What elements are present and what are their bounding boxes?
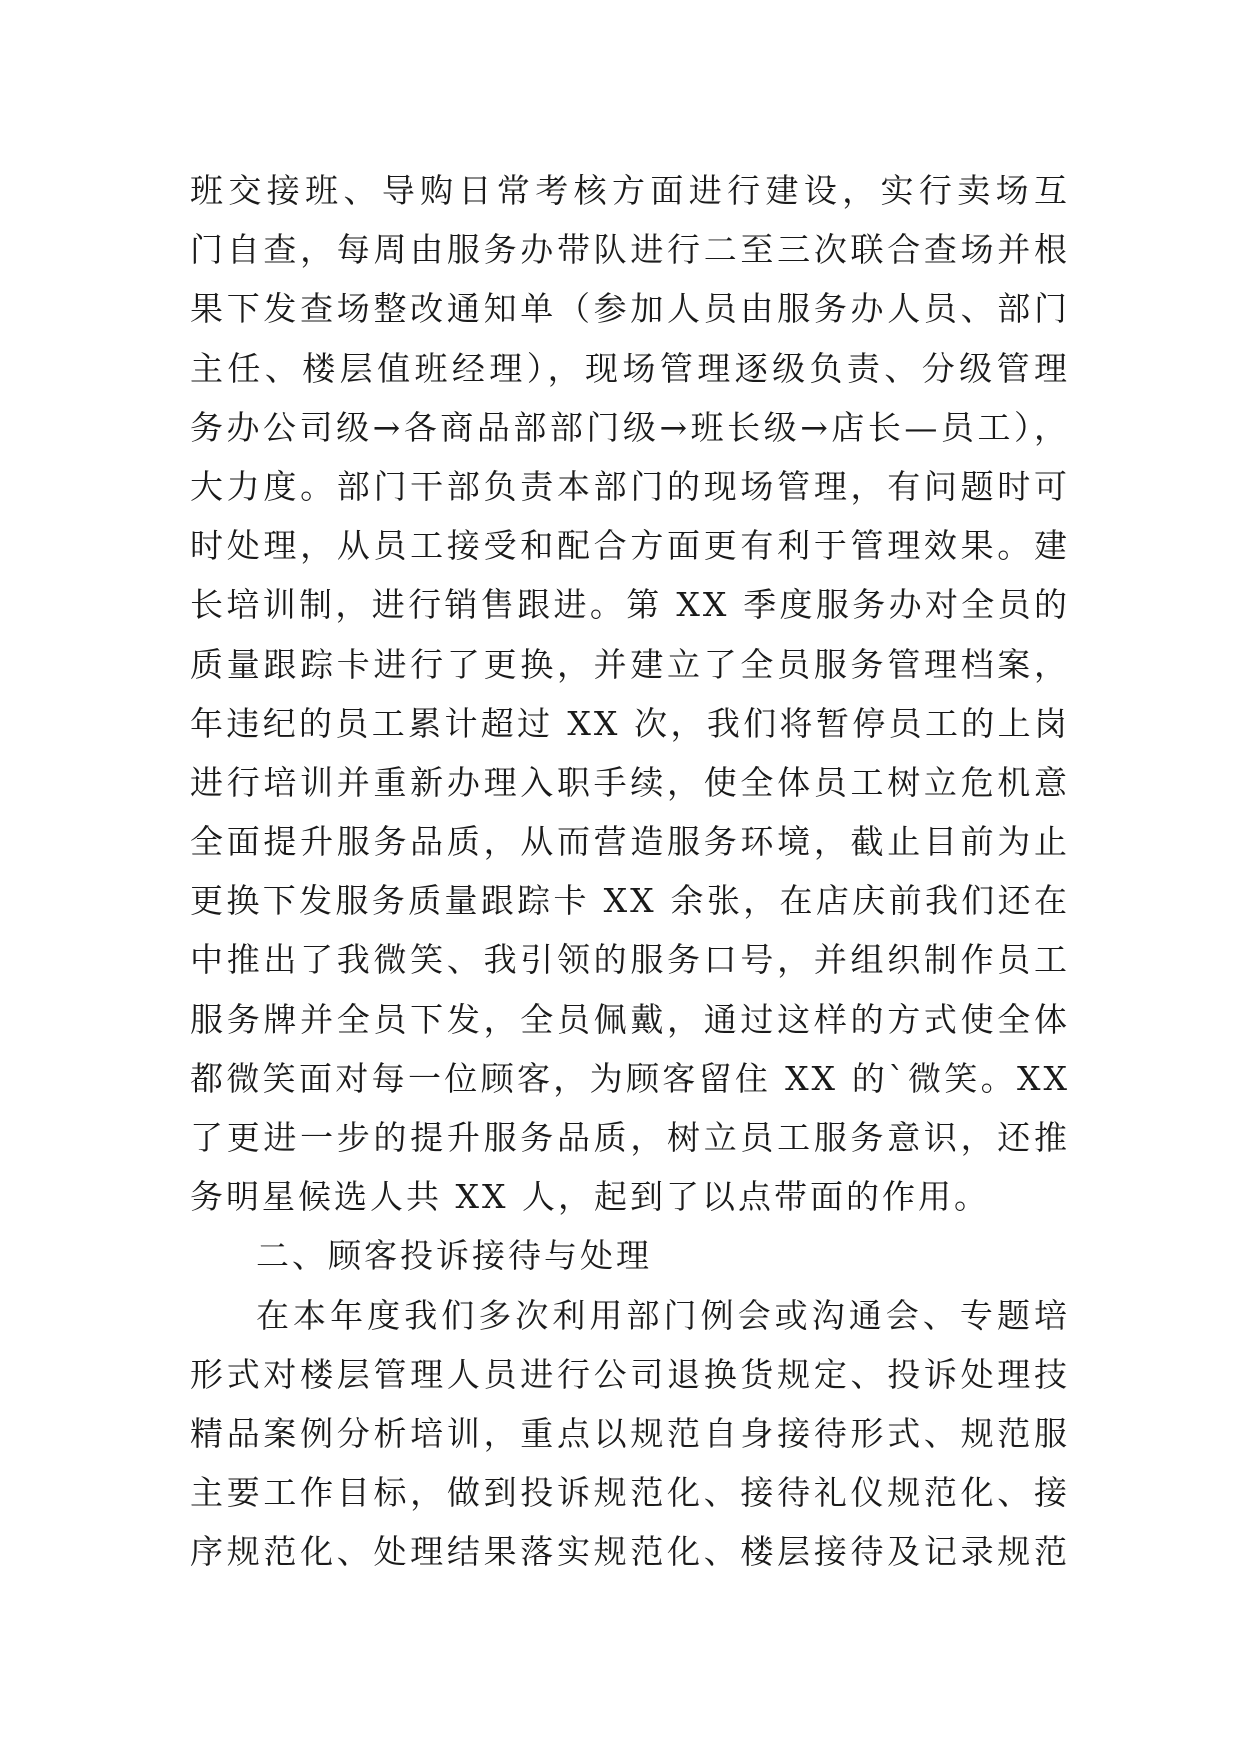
text-line: 门自查，每周由服务办带队进行二至三次联合查场并根 bbox=[190, 230, 1070, 270]
text-line: 精品案例分析培训，重点以规范自身接待形式、规范服 bbox=[190, 1413, 1070, 1453]
text-line: 序规范化、处理结果落实规范化、楼层接待及记录规范 bbox=[190, 1532, 1070, 1572]
paragraph-2 bbox=[190, 1286, 1070, 1582]
text-line: 形式对楼层管理人员进行公司退换货规定、投诉处理技 bbox=[190, 1354, 1070, 1394]
text-line: 果下发查场整改通知单（参加人员由服务办人员、部门 bbox=[190, 289, 1070, 329]
text-line: 更换下发服务质量跟踪卡 XX 余张，在店庆前我们还在 bbox=[190, 881, 1070, 921]
text-line: 全面提升服务品质，从而营造服务环境，截止目前为止 bbox=[190, 822, 1070, 862]
text-line: 中推出了我微笑、我引领的服务口号，并组织制作员工 bbox=[190, 940, 1070, 980]
text-line: 都微笑面对每一位顾客，为顾客留住 XX 的`微笑。XX bbox=[190, 1058, 1070, 1098]
text-line: 服务牌并全员下发，全员佩戴，通过这样的方式使全体 bbox=[190, 999, 1070, 1039]
paragraph-1 bbox=[190, 161, 1070, 1226]
text-line: 进行培训并重新办理入职手续，使全体员工树立危机意 bbox=[190, 762, 1070, 802]
text-line: 主任、楼层值班经理），现场管理逐级负责、分级管理 bbox=[190, 348, 1070, 388]
section-heading: 二、顾客投诉接待与处理 bbox=[256, 1236, 652, 1276]
text-line: 了更进一步的提升服务品质，树立员工服务意识，还推 bbox=[190, 1118, 1070, 1157]
text-line: 务办公司级→各商品部部门级→班长级→店长—员工）， bbox=[190, 407, 1070, 447]
text-line: 大力度。部门干部负责本部门的现场管理，有问题时可 bbox=[190, 466, 1070, 506]
text-line-first: 在本年度我们多次利用部门例会或沟通会、专题培 bbox=[256, 1295, 1070, 1335]
text-line: 主要工作目标，做到投诉规范化、接待礼仪规范化、接 bbox=[190, 1473, 1070, 1513]
text-line: 长培训制，进行销售跟进。第 XX 季度服务办对全员的 bbox=[190, 585, 1070, 625]
text-line: 班交接班、导购日常考核方面进行建设，实行卖场互 bbox=[190, 171, 1070, 210]
text-line: 质量跟踪卡进行了更换，并建立了全员服务管理档案， bbox=[190, 644, 1070, 684]
text-line-last: 务明星候选人共 XX 人，起到了以点带面的作用。 bbox=[190, 1177, 990, 1217]
text-line: 年违纪的员工累计超过 XX 次，我们将暂停员工的上岗 bbox=[190, 703, 1070, 743]
text-line: 时处理，从员工接受和配合方面更有利于管理效果。建 bbox=[190, 526, 1070, 566]
document-body bbox=[190, 161, 1070, 1582]
